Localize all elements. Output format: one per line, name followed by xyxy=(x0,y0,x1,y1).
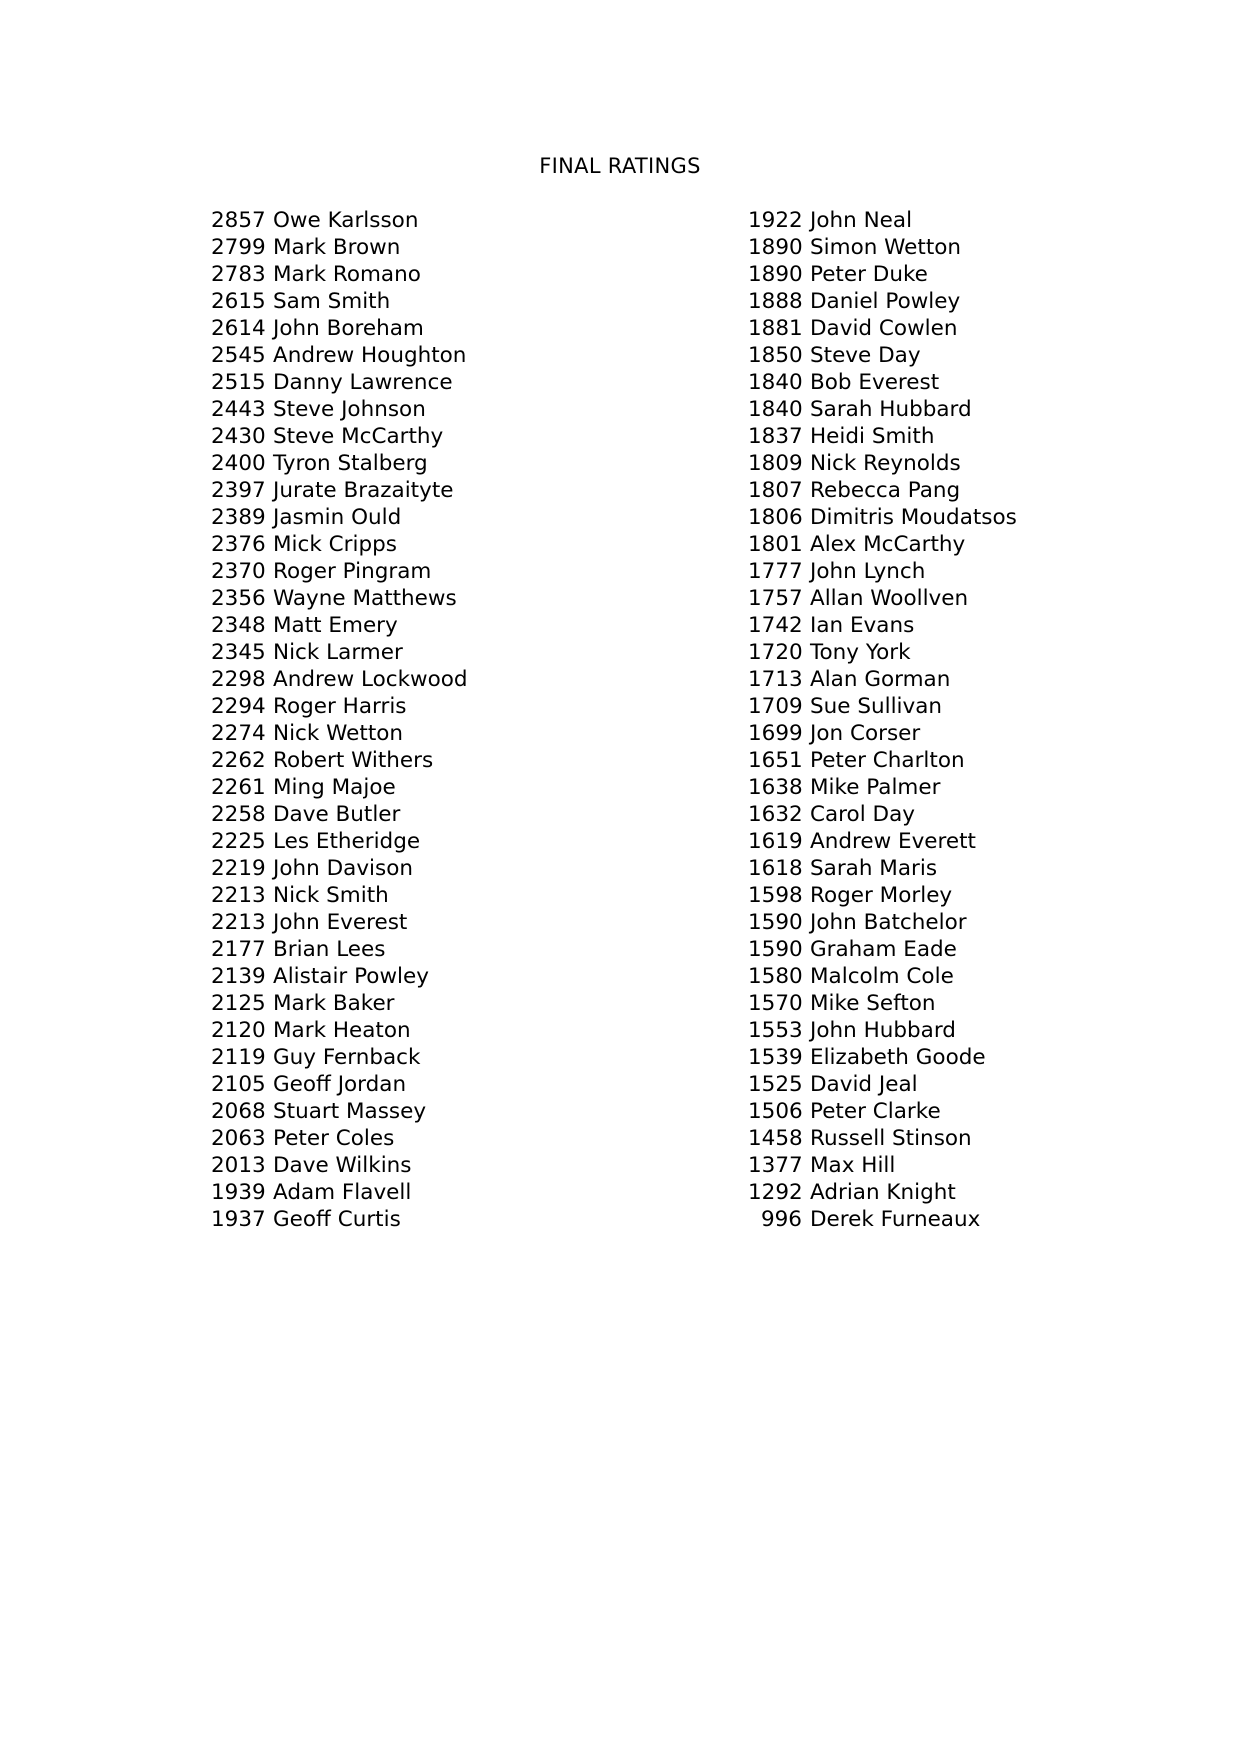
rating-value: 2219 xyxy=(211,856,266,881)
rating-row xyxy=(211,855,468,882)
rating-value: 2857 xyxy=(211,208,266,233)
rating-value: 1890 xyxy=(748,235,803,260)
rating-value: 1890 xyxy=(748,262,803,287)
ratings-column-right xyxy=(748,207,1017,1233)
player-name: Mark Brown xyxy=(273,235,401,260)
rating-row xyxy=(211,207,468,234)
player-name: Nick Wetton xyxy=(273,721,404,746)
rating-value: 2177 xyxy=(211,937,266,962)
player-name: Guy Fernback xyxy=(273,1045,421,1070)
rating-value: 1809 xyxy=(748,451,803,476)
rating-row xyxy=(748,666,1017,693)
player-name: Brian Lees xyxy=(273,937,386,962)
rating-row xyxy=(748,288,1017,315)
player-name: John Batchelor xyxy=(810,910,967,935)
player-name: Owe Karlsson xyxy=(273,208,419,233)
player-name: Allan Woollven xyxy=(810,586,969,611)
player-name: Jon Corser xyxy=(810,721,921,746)
rating-row xyxy=(748,909,1017,936)
rating-value: 1590 xyxy=(748,910,803,935)
player-name: Sam Smith xyxy=(273,289,391,314)
rating-value: 1580 xyxy=(748,964,803,989)
rating-value: 1709 xyxy=(748,694,803,719)
rating-row xyxy=(211,801,468,828)
rating-value: 1618 xyxy=(748,856,803,881)
rating-value: 1720 xyxy=(748,640,803,665)
rating-value: 2430 xyxy=(211,424,266,449)
rating-row xyxy=(748,1206,1017,1233)
rating-value: 1458 xyxy=(748,1126,803,1151)
rating-row xyxy=(211,639,468,666)
rating-row xyxy=(748,612,1017,639)
player-name: Jurate Brazaityte xyxy=(273,478,454,503)
rating-row xyxy=(748,693,1017,720)
player-name: Alex McCarthy xyxy=(810,532,966,557)
rating-row xyxy=(211,1071,468,1098)
rating-value: 2105 xyxy=(211,1072,266,1097)
rating-row xyxy=(211,342,468,369)
rating-value: 1570 xyxy=(748,991,803,1016)
rating-value: 2356 xyxy=(211,586,266,611)
rating-row xyxy=(211,1098,468,1125)
rating-row xyxy=(748,720,1017,747)
rating-value: 2120 xyxy=(211,1018,266,1043)
player-name: Peter Duke xyxy=(810,262,928,287)
player-name: John Everest xyxy=(273,910,408,935)
rating-row xyxy=(748,774,1017,801)
player-name: Sue Sullivan xyxy=(810,694,943,719)
rating-value: 2615 xyxy=(211,289,266,314)
rating-value: 1638 xyxy=(748,775,803,800)
rating-row xyxy=(211,828,468,855)
player-name: Tony York xyxy=(810,640,911,665)
rating-value: 2389 xyxy=(211,505,266,530)
rating-row xyxy=(748,450,1017,477)
rating-row xyxy=(211,315,468,342)
rating-value: 1840 xyxy=(748,370,803,395)
rating-row xyxy=(748,423,1017,450)
rating-row xyxy=(211,1152,468,1179)
player-name: Max Hill xyxy=(810,1153,896,1178)
player-name: Roger Pingram xyxy=(273,559,432,584)
rating-value: 1590 xyxy=(748,937,803,962)
rating-value: 1713 xyxy=(748,667,803,692)
player-name: Tyron Stalberg xyxy=(273,451,428,476)
player-name: Peter Charlton xyxy=(810,748,965,773)
rating-value: 2545 xyxy=(211,343,266,368)
rating-row xyxy=(748,1152,1017,1179)
rating-value: 2068 xyxy=(211,1099,266,1124)
rating-row xyxy=(748,396,1017,423)
rating-row xyxy=(211,450,468,477)
rating-value: 1937 xyxy=(211,1207,266,1232)
ratings-column-left xyxy=(211,207,468,1233)
rating-value: 2294 xyxy=(211,694,266,719)
rating-row xyxy=(748,477,1017,504)
rating-value: 1632 xyxy=(748,802,803,827)
rating-row xyxy=(211,261,468,288)
rating-value: 1699 xyxy=(748,721,803,746)
player-name: Mick Cripps xyxy=(273,532,397,557)
rating-row xyxy=(748,234,1017,261)
rating-row xyxy=(748,1125,1017,1152)
rating-row xyxy=(748,990,1017,1017)
rating-value: 1619 xyxy=(748,829,803,854)
rating-row xyxy=(211,720,468,747)
player-name: Dave Wilkins xyxy=(273,1153,412,1178)
player-name: Nick Reynolds xyxy=(810,451,961,476)
player-name: Nick Larmer xyxy=(273,640,403,665)
rating-row xyxy=(748,531,1017,558)
player-name: Malcolm Cole xyxy=(810,964,954,989)
player-name: Alan Gorman xyxy=(810,667,951,692)
player-name: Sarah Maris xyxy=(810,856,938,881)
player-name: Steve McCarthy xyxy=(273,424,444,449)
player-name: Geoff Curtis xyxy=(273,1207,401,1232)
player-name: Heidi Smith xyxy=(810,424,935,449)
rating-row xyxy=(748,639,1017,666)
rating-value: 2799 xyxy=(211,235,266,260)
player-name: Mike Sefton xyxy=(810,991,936,1016)
rating-value: 1922 xyxy=(748,208,803,233)
rating-row xyxy=(211,369,468,396)
player-name: Steve Johnson xyxy=(273,397,426,422)
rating-value: 2348 xyxy=(211,613,266,638)
rating-row xyxy=(211,423,468,450)
rating-row xyxy=(748,558,1017,585)
player-name: Steve Day xyxy=(810,343,921,368)
rating-row xyxy=(748,1017,1017,1044)
player-name: Robert Withers xyxy=(273,748,434,773)
player-name: Matt Emery xyxy=(273,613,398,638)
rating-value: 1888 xyxy=(748,289,803,314)
rating-value: 1806 xyxy=(748,505,803,530)
player-name: Mark Baker xyxy=(273,991,395,1016)
player-name: Les Etheridge xyxy=(273,829,421,854)
rating-row xyxy=(211,1179,468,1206)
rating-value: 2783 xyxy=(211,262,266,287)
rating-row xyxy=(211,963,468,990)
player-name: Daniel Powley xyxy=(810,289,961,314)
rating-value: 1801 xyxy=(748,532,803,557)
rating-value: 1525 xyxy=(748,1072,803,1097)
rating-row xyxy=(748,1098,1017,1125)
rating-value: 2119 xyxy=(211,1045,266,1070)
player-name: Danny Lawrence xyxy=(273,370,453,395)
rating-value: 1377 xyxy=(748,1153,803,1178)
player-name: Stuart Massey xyxy=(273,1099,427,1124)
rating-value: 2400 xyxy=(211,451,266,476)
rating-value: 1777 xyxy=(748,559,803,584)
rating-row xyxy=(211,909,468,936)
rating-row xyxy=(211,504,468,531)
rating-row xyxy=(748,369,1017,396)
rating-row xyxy=(748,1179,1017,1206)
page-title: FINAL RATINGS xyxy=(539,154,701,178)
rating-value: 2063 xyxy=(211,1126,266,1151)
rating-row xyxy=(748,504,1017,531)
rating-row xyxy=(211,477,468,504)
rating-value: 2262 xyxy=(211,748,266,773)
rating-value: 1506 xyxy=(748,1099,803,1124)
rating-value: 1651 xyxy=(748,748,803,773)
rating-row xyxy=(211,936,468,963)
player-name: Simon Wetton xyxy=(810,235,962,260)
player-name: Derek Furneaux xyxy=(810,1207,981,1232)
player-name: Jasmin Ould xyxy=(273,505,402,530)
rating-row xyxy=(211,666,468,693)
player-name: Elizabeth Goode xyxy=(810,1045,986,1070)
rating-value: 1553 xyxy=(748,1018,803,1043)
rating-row xyxy=(748,315,1017,342)
player-name: Adam Flavell xyxy=(273,1180,412,1205)
rating-value: 2298 xyxy=(211,667,266,692)
player-name: Peter Clarke xyxy=(810,1099,941,1124)
rating-row xyxy=(748,342,1017,369)
rating-value: 2376 xyxy=(211,532,266,557)
player-name: Ming Majoe xyxy=(273,775,396,800)
rating-value: 1881 xyxy=(748,316,803,341)
rating-value: 996 xyxy=(760,1207,802,1232)
rating-value: 2443 xyxy=(211,397,266,422)
player-name: Andrew Lockwood xyxy=(273,667,468,692)
rating-row xyxy=(748,855,1017,882)
rating-value: 2614 xyxy=(211,316,266,341)
rating-row xyxy=(211,396,468,423)
rating-value: 2139 xyxy=(211,964,266,989)
rating-value: 2013 xyxy=(211,1153,266,1178)
rating-row xyxy=(211,234,468,261)
player-name: Rebecca Pang xyxy=(810,478,961,503)
rating-row xyxy=(211,1044,468,1071)
rating-row xyxy=(211,558,468,585)
rating-row xyxy=(211,612,468,639)
rating-value: 2515 xyxy=(211,370,266,395)
rating-row xyxy=(211,1125,468,1152)
player-name: John Lynch xyxy=(810,559,926,584)
rating-value: 2274 xyxy=(211,721,266,746)
player-name: Graham Eade xyxy=(810,937,957,962)
rating-value: 1539 xyxy=(748,1045,803,1070)
player-name: Alistair Powley xyxy=(273,964,429,989)
rating-value: 1840 xyxy=(748,397,803,422)
rating-value: 1757 xyxy=(748,586,803,611)
player-name: David Cowlen xyxy=(810,316,958,341)
rating-value: 2397 xyxy=(211,478,266,503)
rating-row xyxy=(748,801,1017,828)
rating-value: 2225 xyxy=(211,829,266,854)
rating-row xyxy=(748,747,1017,774)
rating-value: 2213 xyxy=(211,910,266,935)
player-name: Bob Everest xyxy=(810,370,940,395)
player-name: Dave Butler xyxy=(273,802,401,827)
rating-row xyxy=(211,1206,468,1233)
player-name: Andrew Houghton xyxy=(273,343,467,368)
rating-row xyxy=(748,1071,1017,1098)
player-name: Dimitris Moudatsos xyxy=(810,505,1017,530)
player-name: Roger Harris xyxy=(273,694,407,719)
rating-row xyxy=(211,585,468,612)
rating-row xyxy=(211,990,468,1017)
player-name: Adrian Knight xyxy=(810,1180,956,1205)
rating-value: 2213 xyxy=(211,883,266,908)
player-name: Carol Day xyxy=(810,802,915,827)
rating-value: 1292 xyxy=(748,1180,803,1205)
player-name: Russell Stinson xyxy=(810,1126,972,1151)
rating-value: 2125 xyxy=(211,991,266,1016)
rating-value: 1742 xyxy=(748,613,803,638)
player-name: Ian Evans xyxy=(810,613,915,638)
rating-value: 2258 xyxy=(211,802,266,827)
rating-row xyxy=(748,1044,1017,1071)
player-name: John Hubbard xyxy=(810,1018,956,1043)
player-name: Roger Morley xyxy=(810,883,953,908)
rating-value: 1939 xyxy=(211,1180,266,1205)
rating-row xyxy=(748,828,1017,855)
rating-row xyxy=(748,882,1017,909)
rating-row xyxy=(748,936,1017,963)
player-name: David Jeal xyxy=(810,1072,918,1097)
player-name: Geoff Jordan xyxy=(273,1072,407,1097)
rating-row xyxy=(211,882,468,909)
player-name: Mike Palmer xyxy=(810,775,941,800)
player-name: John Davison xyxy=(273,856,413,881)
player-name: Andrew Everett xyxy=(810,829,976,854)
rating-row xyxy=(211,774,468,801)
rating-row xyxy=(748,585,1017,612)
player-name: Nick Smith xyxy=(273,883,389,908)
player-name: Mark Romano xyxy=(273,262,421,287)
rating-row xyxy=(748,207,1017,234)
rating-value: 1598 xyxy=(748,883,803,908)
rating-row xyxy=(211,747,468,774)
player-name: Wayne Matthews xyxy=(273,586,457,611)
rating-row xyxy=(748,963,1017,990)
rating-row xyxy=(211,288,468,315)
rating-row xyxy=(748,261,1017,288)
rating-value: 2370 xyxy=(211,559,266,584)
player-name: Mark Heaton xyxy=(273,1018,411,1043)
rating-value: 1837 xyxy=(748,424,803,449)
rating-value: 2345 xyxy=(211,640,266,665)
rating-row xyxy=(211,693,468,720)
player-name: Peter Coles xyxy=(273,1126,395,1151)
player-name: John Neal xyxy=(810,208,913,233)
player-name: Sarah Hubbard xyxy=(810,397,972,422)
rating-value: 1807 xyxy=(748,478,803,503)
rating-row xyxy=(211,531,468,558)
player-name: John Boreham xyxy=(273,316,424,341)
rating-row xyxy=(211,1017,468,1044)
rating-value: 2261 xyxy=(211,775,266,800)
rating-value: 1850 xyxy=(748,343,803,368)
